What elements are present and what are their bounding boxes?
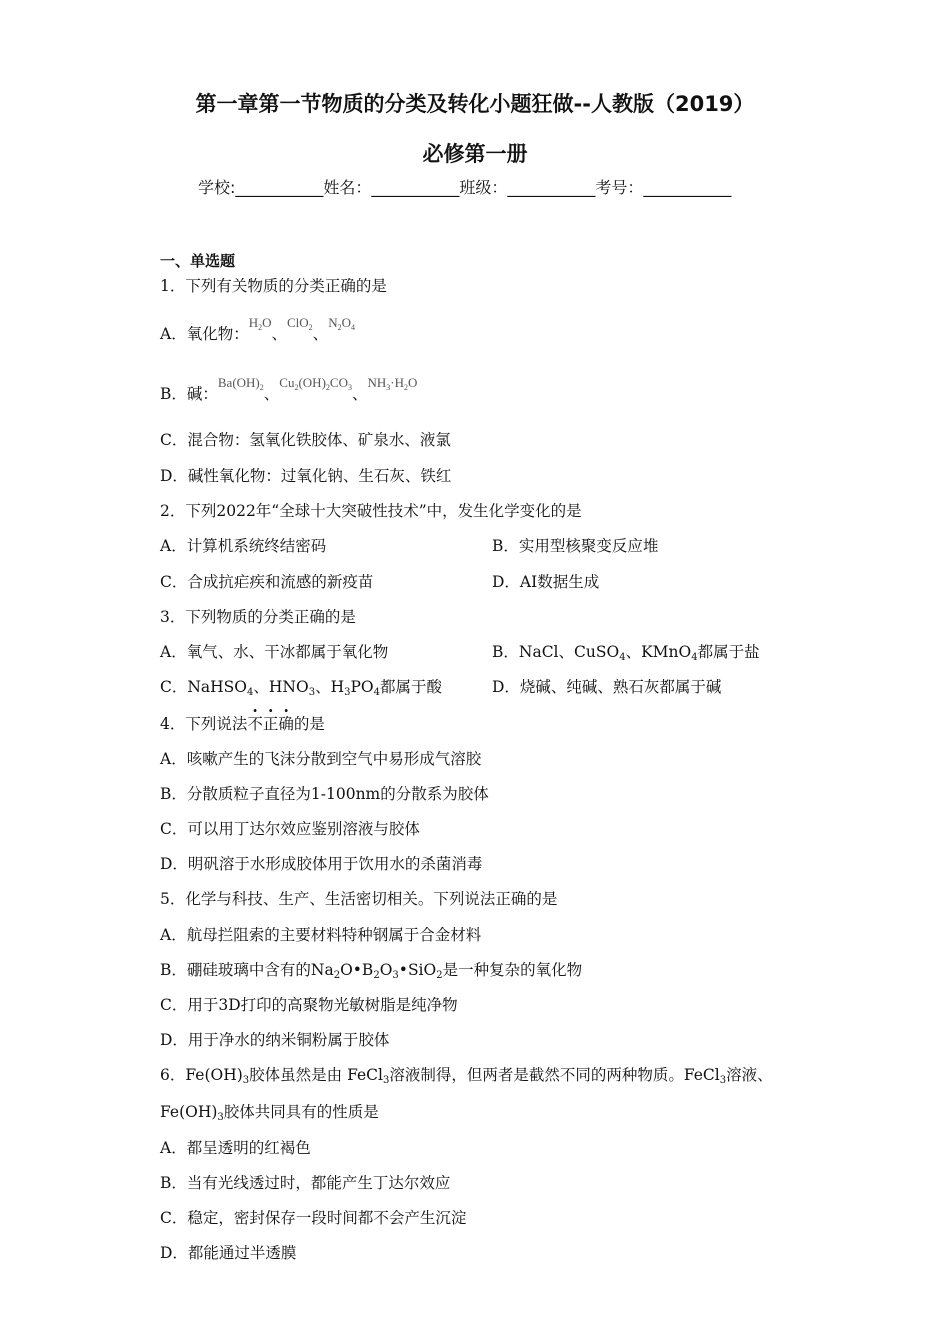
subscript: 3 — [347, 383, 352, 392]
emphasis-char: 正 — [262, 715, 279, 733]
text-run: CO — [329, 375, 348, 390]
answer-option — [160, 1206, 466, 1228]
text-run: C．可以用丁达尔效应鉴别溶液与胶体 — [160, 820, 420, 838]
text-run: C．混合物：氢氧化铁胶体、矿泉水、液氯 — [160, 431, 451, 449]
section-heading: 一、单选题 — [160, 252, 236, 270]
text-run: PO — [350, 678, 374, 696]
text-run: B．碱： — [160, 385, 218, 403]
text-run: D．都能通过半透膜 — [160, 1244, 297, 1262]
text-run: 是一种复杂的氧化物 — [442, 961, 583, 979]
text-run: O•B — [340, 961, 374, 979]
text-run: D．AI数据生成 — [492, 573, 600, 591]
question-stem — [160, 274, 387, 296]
subscript: 2 — [308, 323, 313, 332]
text-run: D．碱性氧化物：过氧化钠、生石灰、铁红 — [160, 467, 452, 485]
title-line-2: 必修第一册 — [422, 142, 528, 166]
text-run: A．计算机系统终结密码 — [160, 537, 327, 555]
answer-option — [160, 747, 481, 769]
answer-option — [492, 640, 760, 663]
text-run: Ba(OH) — [217, 375, 260, 390]
answer-option — [160, 315, 355, 344]
text-run: 1．下列有关物质的分类正确的是 — [160, 277, 387, 295]
question-stem — [160, 712, 325, 734]
text-run: 6．Fe(OH) — [160, 1066, 243, 1084]
subscript: 4 — [691, 652, 698, 663]
text-run: B．当有光线透过时，都能产生丁达尔效应 — [160, 1174, 451, 1192]
subscript: 2 — [259, 383, 264, 392]
subscript: 4 — [350, 323, 355, 332]
text-run: NH — [367, 375, 387, 390]
text-run: C．NaHSO — [160, 678, 248, 696]
text-run: 、KMnO — [625, 643, 692, 661]
text-run: 4．下列说法 — [160, 715, 248, 733]
answer-option — [160, 782, 489, 804]
text-run: 、H — [315, 678, 345, 696]
subscript: 4 — [247, 687, 254, 698]
subscript: 2 — [333, 970, 341, 981]
answer-option — [160, 1100, 379, 1123]
answer-option — [492, 570, 599, 592]
text-run: 、 — [271, 325, 287, 343]
answer-option — [160, 817, 420, 839]
answer-option — [492, 675, 721, 697]
text-run: H — [248, 315, 259, 330]
answer-option — [160, 675, 442, 698]
text-run: B．实用型核聚变反应堆 — [492, 537, 659, 555]
text-run: O — [262, 315, 272, 330]
formula-image — [218, 375, 264, 390]
text-run: (OH) — [298, 375, 326, 390]
emphasis-char: 不 — [247, 715, 263, 733]
text-run: 胶体共同具有的性质是 — [223, 1103, 379, 1121]
text-run: 、 — [263, 385, 280, 403]
text-run: O — [379, 961, 393, 979]
text-run: C．合成抗疟疾和流感的新疫苗 — [160, 573, 374, 591]
text-run: 5．化学与科技、生产、生活密切相关。下列说法正确的是 — [160, 890, 558, 908]
text-run: Cu — [279, 375, 295, 390]
subscript: 3 — [719, 1075, 727, 1086]
subscript: 4 — [619, 652, 626, 663]
answer-option — [492, 534, 658, 556]
subscript: 3 — [242, 1075, 250, 1086]
text-run: A．航母拦阻索的主要材料特种钢属于合金材料 — [160, 926, 482, 944]
subscript: 2 — [403, 383, 408, 392]
subscript: 3 — [344, 687, 351, 698]
text-run: 2．下列2022年“全球十大突破性技术”中，发生化学变化的是 — [160, 502, 582, 520]
student-info-line: 学校:___________姓名：___________班级：___________考号：___________ — [198, 178, 732, 197]
text-run: ClO — [287, 315, 309, 330]
text-run: 、 — [351, 385, 368, 403]
answer-option — [160, 534, 326, 556]
text-run: N — [328, 315, 338, 330]
question-stem — [160, 1063, 773, 1086]
answer-option — [160, 958, 582, 981]
answer-option — [160, 570, 373, 592]
subscript: 3 — [392, 970, 399, 981]
text-run: A．氧气、水、干冰都属于氧化物 — [160, 643, 389, 661]
text-run: A．氧化物： — [160, 325, 249, 343]
text-run: 胶体虽然是由 FeCl — [249, 1066, 383, 1084]
text-run: 溶液制得，但两者是截然不同的两种物质。FeCl — [389, 1066, 720, 1084]
text-run: 的是 — [293, 715, 325, 733]
subscript: 4 — [373, 687, 380, 698]
subscript: 2 — [258, 323, 263, 332]
text-run: •SiO — [398, 961, 437, 979]
formula-image — [328, 315, 355, 330]
answer-option — [160, 1136, 311, 1158]
text-run: D．烧碱、纯碱、熟石灰都属于碱 — [492, 678, 722, 696]
answer-option — [160, 923, 481, 945]
text-run: 溶液、 — [726, 1066, 773, 1084]
title-line-1: 第一章第一节物质的分类及转化小题狂做--人教版（2019） — [195, 92, 755, 116]
question-stem — [160, 605, 356, 627]
text-run: B．硼硅玻璃中含有的Na — [160, 961, 334, 979]
text-run: A．咳嗽产生的飞沫分散到空气中易形成气溶胶 — [160, 750, 482, 768]
formula-image — [287, 315, 313, 330]
emphasis-char: 确 — [278, 715, 294, 733]
answer-option — [160, 375, 418, 404]
subscript: 2 — [373, 970, 380, 981]
subscript: 2 — [294, 383, 299, 392]
text-run: C．用于3D打印的高聚物光敏树脂是纯净物 — [160, 996, 458, 1014]
answer-option — [160, 1028, 389, 1050]
subscript: 3 — [217, 1112, 224, 1123]
answer-option — [160, 1171, 450, 1193]
subscript: 2 — [325, 383, 330, 392]
text-run: O — [341, 315, 351, 330]
text-run: O — [407, 375, 418, 390]
formula-image — [367, 375, 417, 390]
answer-option — [160, 852, 482, 874]
text-run: C．稳定，密封保存一段时间都不会产生沉淀 — [160, 1209, 467, 1227]
formula-image — [249, 315, 272, 330]
subscript: 3 — [382, 1075, 390, 1086]
formula-image — [279, 375, 352, 390]
subscript: 2 — [337, 323, 342, 332]
answer-option — [160, 993, 458, 1015]
answer-option — [160, 428, 451, 450]
text-run: B．分散质粒子直径为1-100nm的分散系为胶体 — [160, 785, 489, 803]
text-run: 、 — [312, 325, 329, 343]
text-run: D．明矾溶于水形成胶体用于饮用水的杀菌消毒 — [160, 855, 483, 873]
question-stem — [160, 887, 557, 909]
text-run: 都属于酸 — [379, 678, 442, 696]
text-run: D．用于净水的纳米铜粉属于胶体 — [160, 1031, 390, 1049]
text-run: 、HNO — [253, 678, 309, 696]
answer-option — [160, 464, 451, 486]
subscript: 2 — [436, 970, 443, 981]
text-run: 3．下列物质的分类正确的是 — [160, 608, 356, 626]
subscript: 3 — [386, 383, 391, 392]
question-stem — [160, 499, 582, 521]
text-run: B．NaCl、CuSO — [492, 643, 620, 661]
subscript: 3 — [308, 687, 316, 698]
answer-option — [160, 1241, 296, 1263]
text-run: 都属于盐 — [697, 643, 760, 661]
text-run: ·H — [390, 375, 404, 390]
answer-option — [160, 640, 388, 662]
text-run: Fe(OH) — [160, 1103, 218, 1121]
text-run: A．都呈透明的红褐色 — [160, 1139, 311, 1157]
